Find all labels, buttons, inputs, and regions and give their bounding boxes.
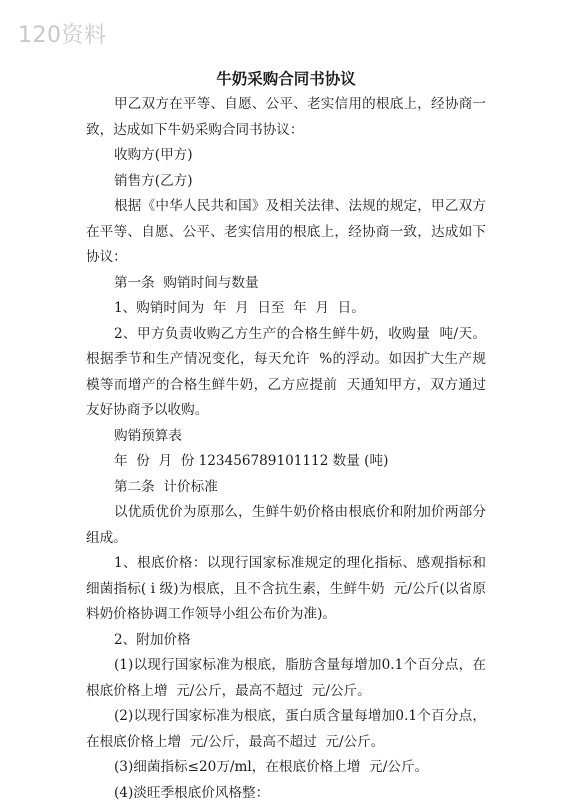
paragraph: 1、根底价格：以现行国家标准规定的理化指标、感观指标和细菌指标( i 级)为根底，且不含抗生素，生鲜牛奶 元/公斤(以省原料奶价格协调工作领导小组公布价为准)。 xyxy=(86,551,486,628)
paragraph: 根据《中华人民共和国》及相关法律、法规的规定，甲乙双方在平等、自愿、公平、老实信用的根底上，经协商一致，达成如下协议： xyxy=(86,194,486,271)
paragraph: 甲乙双方在平等、自愿、公平、老实信用的根底上，经协商一致，达成如下牛奶采购合同书协议： xyxy=(86,92,486,143)
table-caption: 购销预算表 xyxy=(86,424,486,450)
paragraph: 以优质优价为原那么，生鲜牛奶价格由根底价和附加价两部分组成。 xyxy=(86,500,486,551)
paragraph: 销售方(乙方) xyxy=(86,169,486,195)
section-heading: 第二条 计价标准 xyxy=(86,475,486,501)
watermark: 120资料 xyxy=(18,18,107,49)
paragraph: (4)淡旺季根底价风格整： xyxy=(86,781,486,806)
table-header-line: 年 份 月 份 123456789101112 数量 (吨) xyxy=(86,449,486,475)
section-heading: 第一条 购销时间与数量 xyxy=(86,271,486,297)
page-title: 牛奶采购合同书协议 xyxy=(86,68,486,90)
paragraph: 收购方(甲方) xyxy=(86,143,486,169)
paragraph: (1)以现行国家标准为根底，脂肪含量每增加0.1个百分点，在根底价格上增 元/公斤，最高不超过 元/公斤。 xyxy=(86,653,486,704)
paragraph: 1、购销时间为 年 月 日至 年 月 日。 xyxy=(86,296,486,322)
document-body xyxy=(86,68,486,806)
paragraph: 2、附加价格 xyxy=(86,628,486,654)
paragraph: (2)以现行国家标准为根底，蛋白质含量每增加0.1个百分点，在根底价格上增 元/公斤，最高不超过 元/公斤。 xyxy=(86,704,486,755)
paragraph: 2、甲方负责收购乙方生产的合格生鲜牛奶，收购量 吨/天。根据季节和生产情况变化，每天允许 %的浮动。如因扩大生产规模等而增产的合格生鲜牛奶，乙方应提前 天通知甲方，双方通过友好协商予以收购。 xyxy=(86,322,486,424)
paragraph: (3)细菌指标≤20万/ml，在根底价格上增 元/公斤。 xyxy=(86,755,486,781)
